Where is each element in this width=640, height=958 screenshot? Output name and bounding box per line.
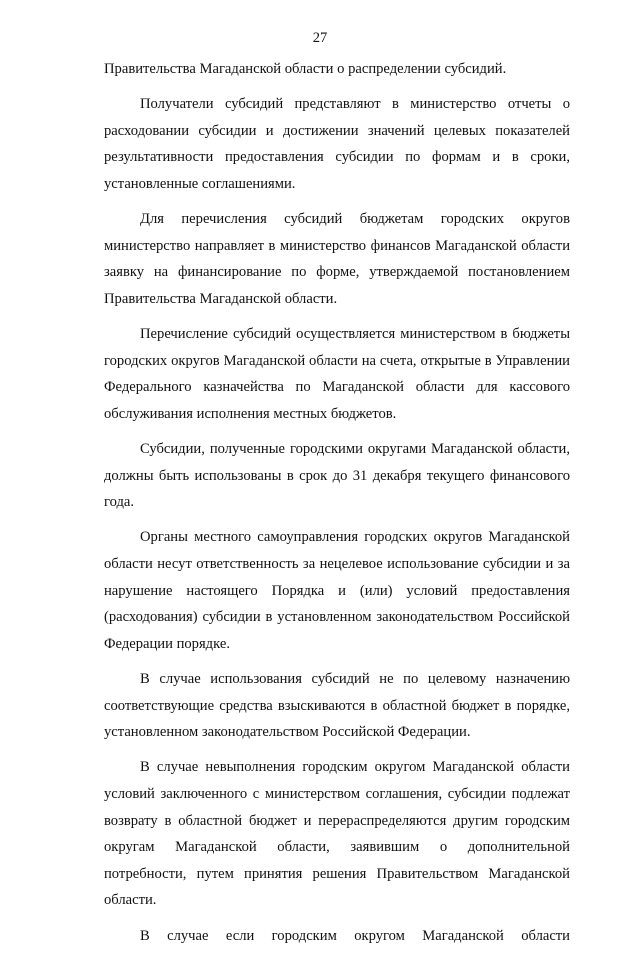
document-body bbox=[104, 56, 570, 958]
paragraph-transfer-accounts: Перечисление субсидий осуществляется министерством в бюджеты городских округов Магаданской области на счета, открытые в Управлении Федерального казначейства по Магаданской области для кассового обслуживания исполнения местных бюджетов. bbox=[104, 326, 570, 422]
page-number: 27 bbox=[312, 30, 328, 46]
paragraph-misuse-recovery: В случае использования субсидий не по целевому назначению соответствующие средства взыскиваются в областной бюджет в порядке, установленном законодательством Российской Федерации. bbox=[104, 671, 570, 741]
paragraph-usage-deadline: Субсидии, полученные городскими округами Магаданской области, должны быть использованы в срок до 31 декабря текущего финансового года. bbox=[104, 441, 570, 511]
paragraph-trailing: В случае если городским округом Магаданской области bbox=[140, 927, 570, 944]
paragraph-continuation: Правительства Магаданской области о распределении субсидий. bbox=[104, 61, 507, 77]
paragraph-reports: Получатели субсидий представляют в министерство отчеты о расходовании субсидии и достижении значений целевых показателей результативности предоставления субсидии по формам и в сроки, установленные соглашениями. bbox=[104, 96, 570, 192]
paragraph-redistribution: В случае невыполнения городским округом Магаданской области условий заключенного с министерством соглашения, субсидии подлежат возврату в областной бюджет и перераспределяются другим городским округам Магаданской области, заявившим о дополнительной потребности, путем принятия решения Правительством Магаданской области. bbox=[104, 759, 570, 909]
paragraph-responsibility: Органы местного самоуправления городских округов Магаданской области несут ответственность за нецелевое использование субсидии и за нарушение настоящего Порядка и (или) условий предоставления (расходования) субсидии в установленном законодательством Российской Федерации порядке. bbox=[104, 529, 570, 652]
paragraph-transfer-request: Для перечисления субсидий бюджетам городских округов министерство направляет в министерство финансов Магаданской области заявку на финансирование по форме, утверждаемой постановлением Правительства Магаданской области. bbox=[104, 211, 570, 307]
